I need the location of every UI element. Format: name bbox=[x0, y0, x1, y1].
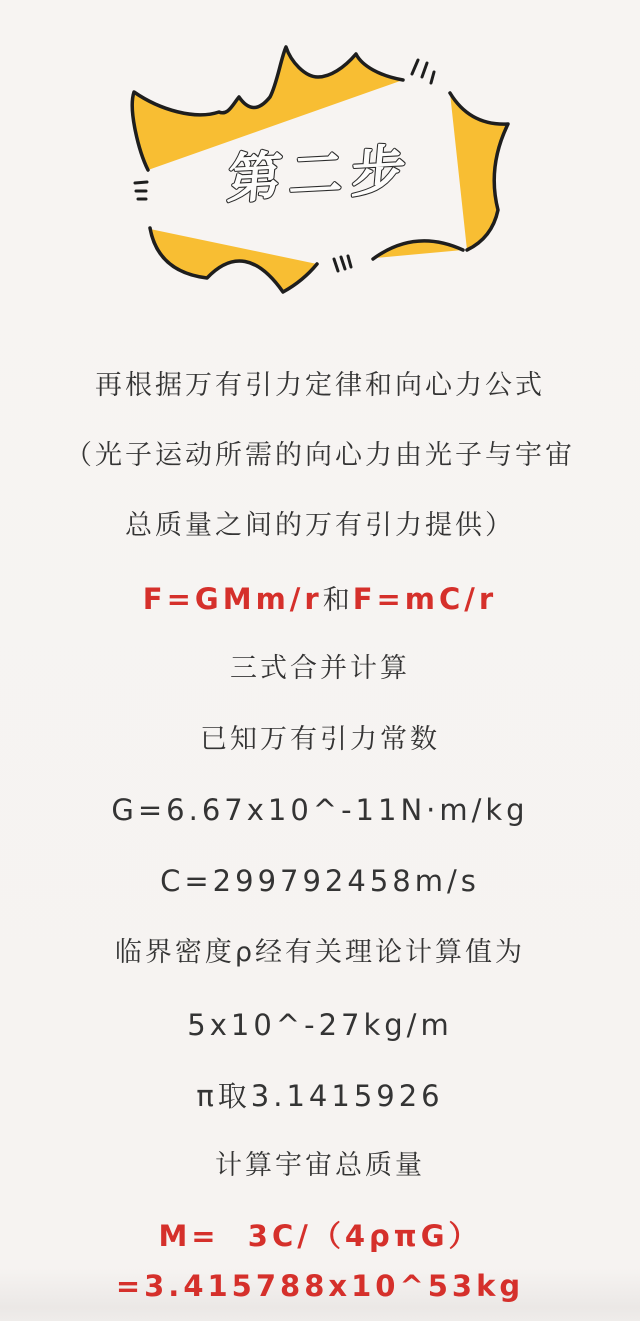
line-pi-value: π取3.1415926 bbox=[196, 1079, 444, 1113]
formula-g-constant: G=6.67x10^-11N·m/kg bbox=[111, 793, 529, 827]
line-combine-three: 三式合并计算 bbox=[230, 653, 410, 684]
formula-gravity-force: F=GMm/r bbox=[142, 582, 323, 616]
formula-light-speed: C=299792458m/s bbox=[160, 864, 480, 898]
comic-starburst-icon bbox=[0, 0, 640, 330]
step-title: 第二步 bbox=[224, 138, 417, 211]
burst-right-ray bbox=[450, 93, 508, 250]
formula-force-combined bbox=[0, 584, 640, 616]
line-gravity-law-intro: 再根据万有引力定律和向心力公式 bbox=[95, 370, 545, 401]
line-critical-density: 临界密度ρ经有关理论计算值为 bbox=[114, 937, 526, 968]
formula-centripetal-force: F=mC/r bbox=[352, 582, 498, 616]
line-photon-note-1: （光子运动所需的向心力由光子与宇宙 bbox=[65, 440, 575, 471]
line-known-constant: 已知万有引力常数 bbox=[200, 724, 440, 755]
conjunction-and: 和 bbox=[322, 585, 353, 616]
line-photon-note-2: 总质量之间的万有引力提供） bbox=[125, 510, 515, 541]
line-compute-total-mass: 计算宇宙总质量 bbox=[215, 1150, 425, 1181]
formula-mass-result: =3.415788x10^53kg bbox=[115, 1269, 525, 1303]
formula-density-value: 5x10^-27kg/m bbox=[187, 1008, 453, 1042]
formula-mass: M= 3C/（4ρπG） bbox=[158, 1219, 482, 1253]
